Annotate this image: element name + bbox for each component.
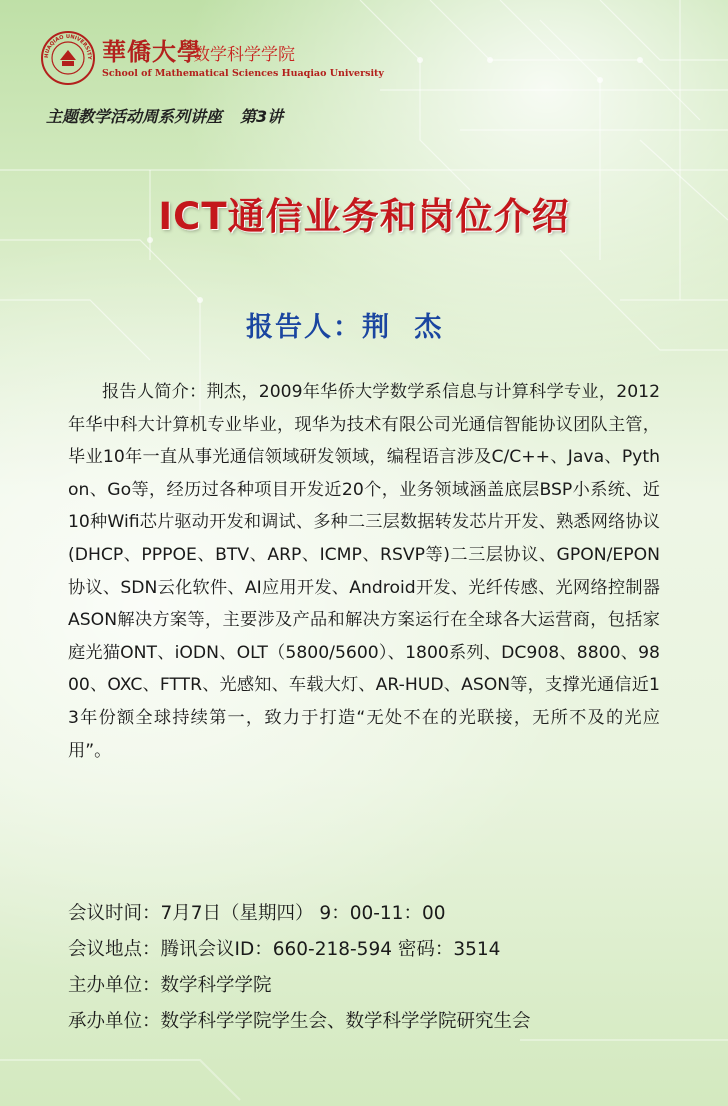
speaker-bio: 报告人简介：荆杰，2009年华侨大学数学系信息与计算科学专业，2012年华中科大计算机专业毕业，现华为技术有限公司光通信智能协议团队主管，毕业10年一直从事光通信领域研发领域，编程语言涉及C/C++、Java、Python、Go等，经历过各种项目开发近20个，业务领域涵盖底层BSP小系统、近10种Wifi芯片驱动开发和调试、多种二三层数据转发芯片开发、熟悉网络协议(DHCP、PPPOE、BTV、ARP、ICMP、RSVP等)二三层协议、GPON/EPON协议、SDN云化软件、AI应用开发、Android开发、光纤传感、光网络控制器ASON解决方案等，主要涉及产品和解决方案运行在全球各大运营商，包括家庭光猫ONT、iODN、OLT（5800/5600）、1800系列、DC908、8800、9800、OXC、FTTR、光感知、车载大灯、AR-HUD、ASON等，支撑光通信近13年份额全球持续第一，致力于打造“无处不在的光联接，无所不及的光应用”。: [68, 382, 660, 761]
organizer: 主办单位：数学科学学院: [68, 975, 272, 996]
meeting-info: [68, 896, 688, 1040]
school-header: [40, 28, 384, 88]
page-title: ICT通信业务和岗位介绍: [158, 195, 570, 238]
series-label: 主题教学活动周系列讲座: [46, 107, 223, 126]
co-organizer: 承办单位：数学科学学院学生会、数学科学学院研究生会: [68, 1011, 531, 1032]
university-logo: [40, 30, 96, 86]
speaker-label: 报告人：: [246, 312, 362, 343]
speaker-name: 荆 杰: [362, 312, 450, 343]
series-session: 第3讲: [240, 107, 284, 126]
speaker-line: [246, 305, 449, 344]
lecture-series: [46, 104, 283, 127]
school-name-english: School of Mathematical Sciences Huaqiao University: [102, 68, 384, 79]
school-name: 数学科学学院: [193, 45, 295, 65]
meeting-location: 会议地点：腾讯会议ID：660-218-594 密码：3514: [68, 939, 501, 960]
logo-text: HUAQIAO UNIVERSITY: [43, 33, 93, 60]
university-name: 華僑大學: [102, 37, 202, 66]
meeting-time: 会议时间：7月7日（星期四） 9：00-11：00: [68, 903, 446, 924]
